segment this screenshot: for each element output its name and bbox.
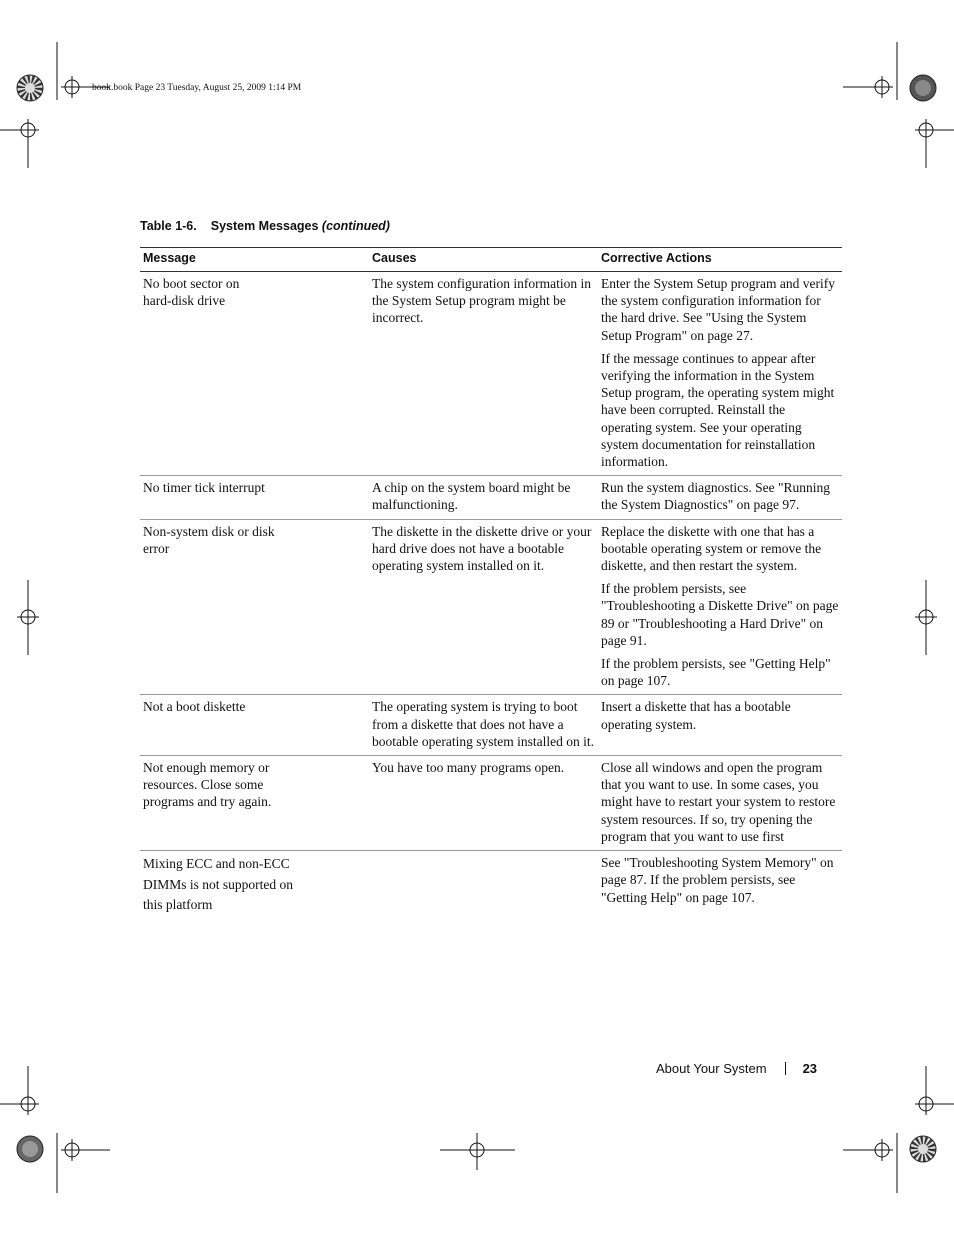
table-caption-label: Table 1-6.	[140, 219, 197, 233]
header-corrective-actions: Corrective Actions	[598, 248, 842, 272]
actions-cell	[598, 272, 842, 476]
table-header-row	[140, 248, 842, 272]
cause-cell: The system configuration information in the System Setup program might be incorrect.	[369, 272, 598, 476]
cause-cell: You have too many programs open.	[369, 756, 598, 851]
message-cell: Not enough memory or resources. Close some programs and try again.	[140, 756, 369, 851]
cause-cell: A chip on the system board might be malfunctioning.	[369, 476, 598, 519]
footer-divider	[785, 1062, 786, 1075]
table-row	[140, 756, 842, 851]
action-paragraph: Enter the System Setup program and verify the system configuration information for the hard drive. See "Using the System Setup Program" on page 27.	[601, 276, 835, 343]
page-footer	[656, 1061, 817, 1076]
message-cell: Non-system disk or disk error	[140, 519, 369, 695]
system-messages-table	[140, 247, 842, 921]
table-caption-title: System Messages	[210, 219, 319, 233]
table-row	[140, 272, 842, 476]
print-slug-line: book.book Page 23 Tuesday, August 25, 2009 1:14 PM	[92, 83, 302, 93]
header-message: Message	[140, 248, 369, 272]
footer-section-title: About Your System	[656, 1061, 767, 1076]
cause-cell: The operating system is trying to boot from a diskette that does not have a bootable operating system installed on it.	[369, 695, 598, 756]
table-caption	[140, 219, 390, 233]
message-cell: No boot sector on hard-disk drive	[140, 272, 369, 476]
message-cell: No timer tick interrupt	[140, 476, 369, 519]
action-paragraph: Replace the diskette with one that has a bootable operating system or remove the diskette, and then restart the system.	[601, 523, 822, 574]
actions-cell	[598, 476, 842, 519]
action-paragraph: If the problem persists, see "Troubleshooting a Diskette Drive" on page 89 or "Troubleshooting a Hard Drive" on page 91.	[601, 581, 839, 648]
action-paragraph: Close all windows and open the program that you want to use. In some cases, you might have to restart your system to restore system resources. If so, try opening the program that you want to use first	[601, 760, 836, 844]
actions-cell	[598, 851, 842, 921]
table-caption-continued: (continued)	[321, 219, 390, 233]
cause-cell: The diskette in the diskette drive or your hard drive does not have a bootable operating system installed on it.	[369, 519, 598, 695]
table-row	[140, 519, 842, 695]
action-paragraph: If the problem persists, see "Getting Help" on page 107.	[601, 656, 831, 689]
page-number: 23	[802, 1061, 818, 1076]
action-paragraph: See "Troubleshooting System Memory" on page 87. If the problem persists, see "Getting Help" on page 107.	[601, 855, 834, 905]
message-cell: Mixing ECC and non-ECC DIMMs is not supported on this platform	[143, 856, 294, 913]
action-paragraph: If the message continues to appear after verifying the information in the System Setup program, the operating system might have been corrupted. Reinstall the operating system. See your operating system documentation for reinstallation information.	[601, 350, 835, 470]
action-paragraph: Insert a diskette that has a bootable operating system.	[601, 699, 791, 732]
actions-cell	[598, 756, 842, 851]
header-causes: Causes	[369, 248, 598, 272]
table-row	[140, 695, 842, 756]
actions-cell	[598, 519, 842, 695]
table-row	[140, 851, 842, 921]
message-cell: Not a boot diskette	[140, 695, 369, 756]
cause-cell	[369, 851, 598, 921]
actions-cell	[598, 695, 842, 756]
action-paragraph: Run the system diagnostics. See "Running the System Diagnostics" on page 97.	[601, 480, 830, 513]
table-row	[140, 476, 842, 519]
